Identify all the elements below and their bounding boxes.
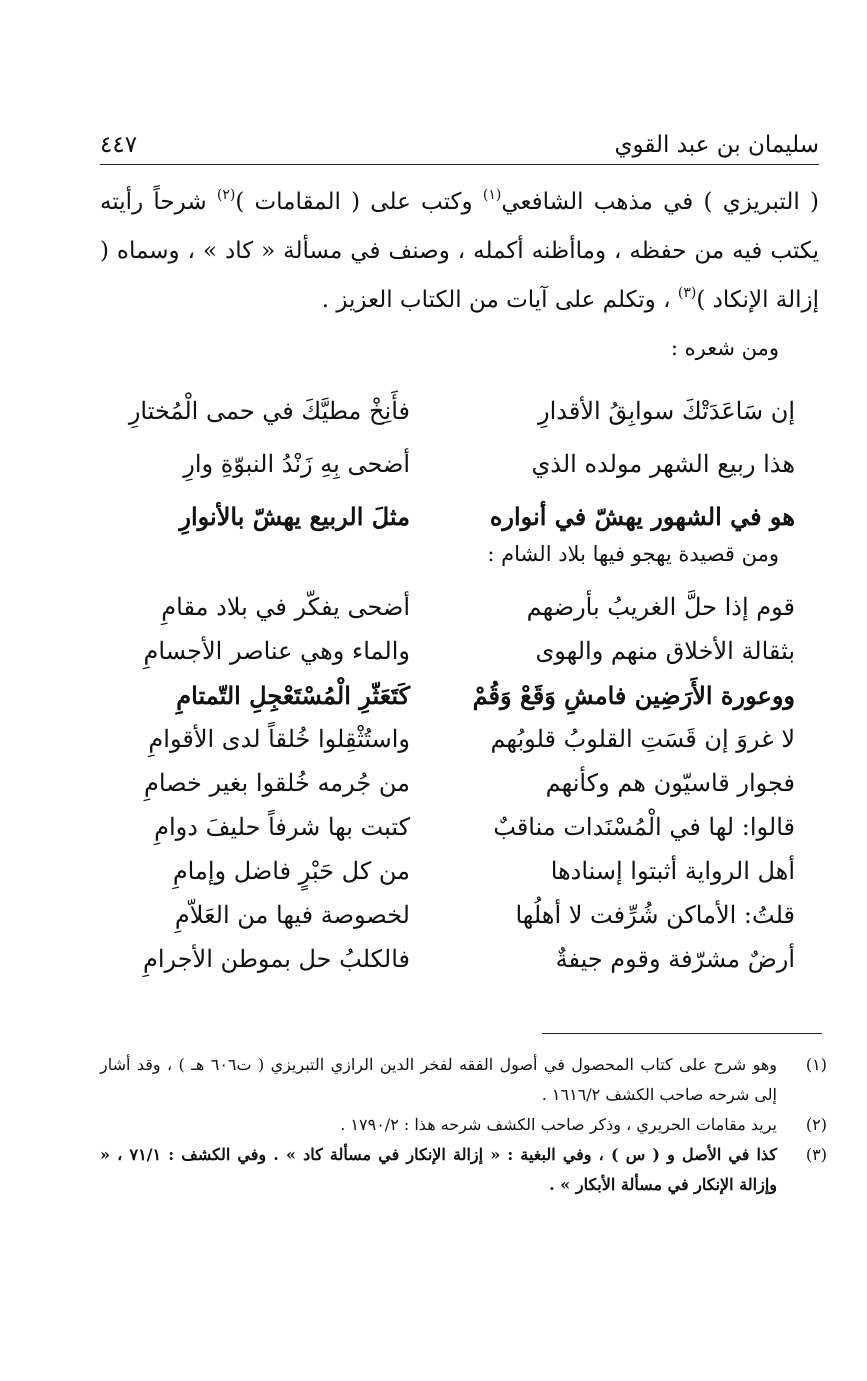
footnote-text: كذا في الأصل و ( س ) ، وفي البغية : « إزالة الإنكار في مسألة كاد » . وفي الكشف : ٧١/١ ، « وإزالة الإنكار في مسألة الأبكار » . (100, 1145, 778, 1194)
verse (100, 437, 795, 490)
paragraph-text-4: ، وتكلم على آيات من الكتاب العزيز . (321, 287, 678, 313)
verse (100, 849, 795, 893)
verse (100, 585, 795, 629)
paragraph-text-3: شرحاً رأيته يكتب فيه من حفظه ، وماأظنه أكمله ، وصنف في مسألة « كاد » ، وسماه ( إزالة الإنكاد ) (100, 189, 819, 313)
verse-second-hemistich: مثلَ الربيع يهشّ بالأنوارِ (179, 502, 410, 531)
verse-first-hemistich: أرضٌ مشرّفة وقوم جيفةٌ (555, 945, 795, 973)
verse (100, 673, 795, 717)
verse-second-hemistich: فالكلبُ حل بموطن الأجرامِ (142, 945, 410, 973)
verse (100, 384, 795, 437)
footnote (100, 1050, 827, 1110)
page-number: ٤٤٧ (100, 132, 138, 158)
poem-1 (100, 384, 795, 543)
verse-second-hemistich: من جُرمه خُلقوا بغير خصامِ (144, 769, 410, 797)
verse (100, 761, 795, 805)
verse-second-hemistich: كَتَعَثّرِ الْمُسْتَعْجِلِ التّمتامِ (176, 680, 410, 710)
poem-intro: ومن قصيدة يهجو فيها بلاد الشام : (487, 542, 779, 566)
verse (100, 629, 795, 673)
verse-second-hemistich: فأَنِخْ مطيَّكَ في حمى الْمُختارِ (128, 396, 410, 425)
verse-first-hemistich: لا غروَ إن قَسَتِ القلوبُ قلوبُهم (490, 725, 795, 753)
verse-first-hemistich: بثقالة الأخلاق منهم والهوى (535, 637, 795, 665)
verse-second-hemistich: كتبت بها شرفاً حليفَ دوامِ (154, 813, 410, 841)
footnote-text: وهو شرح على كتاب المحصول في أصول الفقه لفخر الدين الرازي التبريزي ( ت٦٠٦ هـ ) ، وقد أشار إلى شرحه صاحب الكشف ١٦١٦/٢ . (100, 1055, 778, 1104)
verse-first-hemistich: فجوار قاسيّون هم وكأنهم (545, 769, 795, 797)
footnote-number: (١) (805, 1055, 827, 1074)
footnote-number: (٢) (805, 1115, 827, 1134)
footnote-text: يريد مقامات الحريري ، وذكر صاحب الكشف شرحه هذا : ١٧٩٠/٢ . (340, 1115, 777, 1134)
page-header (100, 118, 819, 165)
verse-second-hemistich: لخصوصة فيها من العَلاّمِ (174, 901, 410, 929)
footnote-ref-1: (١) (482, 187, 502, 203)
verse-first-hemistich: ووعورة الأَرَضِين فامشِ وَقَعْ وَقُمْ (472, 680, 795, 710)
body-paragraph (100, 178, 819, 325)
verse (100, 490, 795, 543)
footnote (100, 1110, 827, 1140)
footnote-ref-3: (٣) (677, 285, 697, 301)
paragraph-text-1: ( التبريزي ) في مذهب الشافعي (501, 189, 819, 215)
verse-second-hemistich: أضحى يفكّر في بلاد مقامِ (161, 593, 410, 621)
poem-2 (100, 585, 795, 981)
verse-second-hemistich: من كل حَبْرٍ فاضل وإمامِ (172, 857, 410, 885)
footnote-ref-2: (٢) (216, 187, 236, 203)
footnotes (100, 1050, 827, 1200)
verse-first-hemistich: قالوا: لها في الْمُسْنَدات مناقبٌ (493, 813, 795, 841)
verse-second-hemistich: أضحى بِهِ زَنْدُ النبوّةِ وارِ (183, 449, 410, 478)
verse-first-hemistich: إن سَاعَدَتْكَ سوابِقُ الأقدارِ (538, 396, 795, 425)
verse-second-hemistich: والماء وهي عناصر الأجسامِ (143, 637, 410, 665)
footnote-number: (٣) (805, 1145, 827, 1164)
paragraph-text-2: وكتب على ( المقامات ) (235, 189, 483, 215)
verse-first-hemistich: قلتُ: الأماكن شُرِّفت لا أهلُها (515, 901, 795, 929)
running-title: سليمان بن عبد القوي (614, 132, 819, 158)
verse (100, 805, 795, 849)
footnote (100, 1140, 827, 1200)
poem-intro: ومن شعره : (670, 336, 779, 360)
verse-first-hemistich: هو في الشهور يهشّ في أنواره (489, 502, 795, 531)
footnote-divider (542, 1033, 822, 1034)
verse (100, 893, 795, 937)
verse (100, 717, 795, 761)
verse-first-hemistich: أهل الرواية أثبتوا إسنادها (550, 857, 795, 885)
verse-first-hemistich: قوم إذا حلَّ الغريبُ بأرضهم (526, 593, 795, 621)
verse (100, 937, 795, 981)
verse-second-hemistich: واستُثْقِلوا خُلقاً لدى الأقوامِ (148, 725, 410, 753)
verse-first-hemistich: هذا ربيع الشهر مولده الذي (531, 449, 795, 478)
